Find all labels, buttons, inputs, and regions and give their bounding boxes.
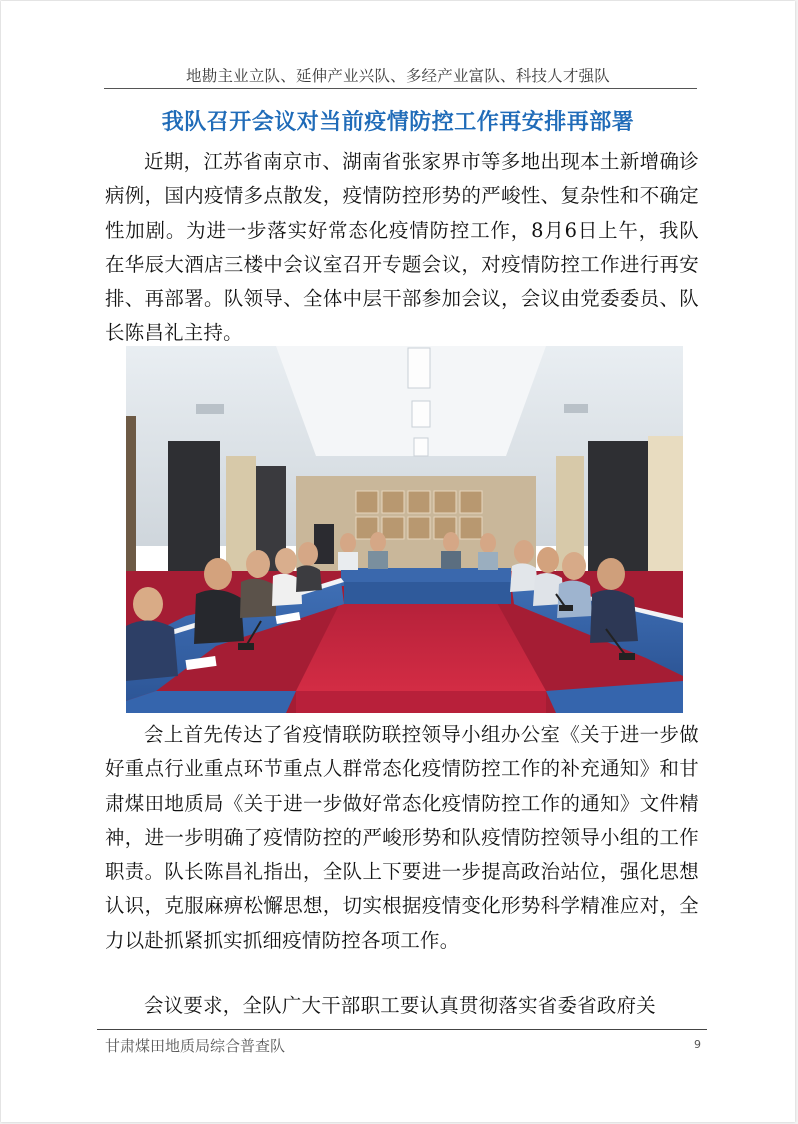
footer-organization: 甘肃煤田地质局综合普查队 xyxy=(105,1037,286,1055)
footer-divider xyxy=(97,1029,707,1030)
paragraph-intro: 近期，江苏省南京市、湖南省张家界市等多地出现本土新增确诊病例，国内疫情多点散发，疫情防控形势的严峻性、复杂性和不确定性加剧。为进一步落实好常态化疫情防控工作，8月6日上午，我队在华辰大酒店三楼中会议室召开专题会议，对疫情防控工作进行再安排、再部署。队领导、全体中层干部参加会议，会议由党委委员、队长陈昌礼主持。 xyxy=(105,150,699,345)
paragraph-requirements: 会议要求，全队广大干部职工要认真贯彻落实省委省政府关 xyxy=(144,994,656,1017)
article-title: 我队召开会议对当前疫情防控工作再安排再部署 xyxy=(161,109,635,135)
running-header: 地勘主业立队、延伸产业兴队、多经产业富队、科技人才强队 xyxy=(186,67,610,85)
meeting-photo xyxy=(126,346,683,713)
document-page xyxy=(1,1,795,1122)
header-divider xyxy=(104,88,697,89)
page-number: 9 xyxy=(694,1038,701,1051)
paragraph-documents: 会上首先传达了省疫情联防联控领导小组办公室《关于进一步做好重点行业重点环节重点人群常态化疫情防控工作的补充通知》和甘肃煤田地质局《关于进一步做好常态化疫情防控工作的通知》文件精神，进一步明确了疫情防控的严峻形势和队疫情防控领导小组的工作职责。队长陈昌礼指出，全队上下要进一步提高政治站位，强化思想认识，克服麻痹松懈思想，切实根据疫情变化形势科学精准应对，全力以赴抓紧抓实抓细疫情防控各项工作。 xyxy=(105,723,699,952)
